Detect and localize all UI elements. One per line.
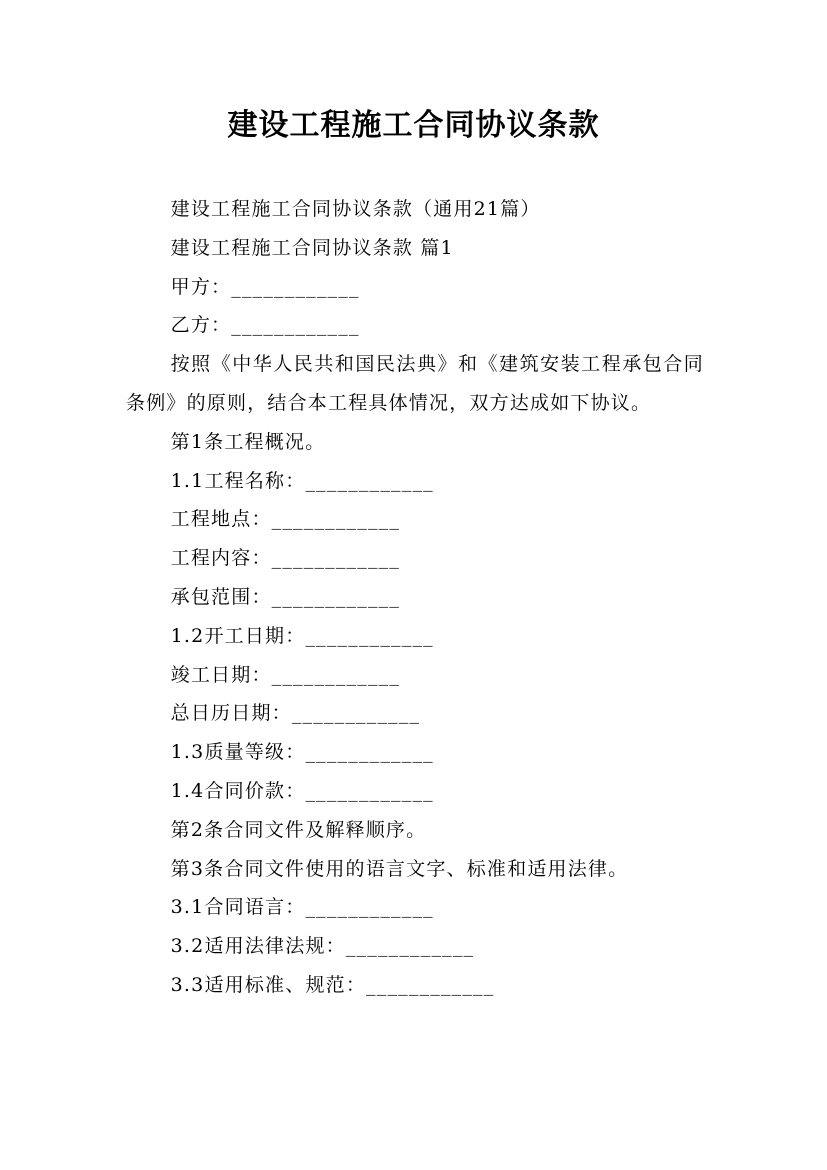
paragraph-project-name: 1.1工程名称：____________ <box>170 469 434 492</box>
paragraph-quality-grade: 1.3质量等级：____________ <box>170 741 434 764</box>
paragraph-clause-2: 第2条合同文件及解释顺序。 <box>170 818 427 841</box>
paragraph-article-heading: 建设工程施工合同协议条款 篇1 <box>170 236 454 259</box>
paragraph-contract-price: 1.4合同价款：____________ <box>170 779 434 802</box>
paragraph-clause-3: 第3条合同文件使用的语言文字、标准和适用法律。 <box>170 857 629 880</box>
paragraph-preamble: 按照《中华人民共和国民法典》和《建筑安装工程承包合同条例》的原则，结合本工程具体情况，双方达成如下协议。 <box>126 353 704 414</box>
document-title: 建设工程施工合同协议条款 <box>227 108 600 143</box>
document-body <box>126 190 704 1005</box>
paragraph-clause-1: 第1条工程概况。 <box>170 430 326 453</box>
paragraph-collection-title: 建设工程施工合同协议条款（通用21篇） <box>170 198 541 220</box>
paragraph-party-a: 甲方：____________ <box>170 275 360 298</box>
paragraph-applicable-law: 3.2适用法律法规：____________ <box>170 935 475 958</box>
paragraph-project-location: 工程地点：____________ <box>170 508 401 531</box>
paragraph-contract-scope: 承包范围：____________ <box>170 585 401 608</box>
paragraph-applicable-standards: 3.3适用标准、规范：____________ <box>170 973 495 996</box>
paragraph-party-b: 乙方：____________ <box>170 314 360 337</box>
paragraph-contract-language: 3.1合同语言：____________ <box>170 896 434 919</box>
paragraph-completion-date: 竣工日期：____________ <box>170 663 401 686</box>
paragraph-start-date: 1.2开工日期：____________ <box>170 624 434 647</box>
paragraph-project-content: 工程内容：____________ <box>170 547 401 570</box>
paragraph-total-calendar-days: 总日历日期：____________ <box>170 702 421 725</box>
